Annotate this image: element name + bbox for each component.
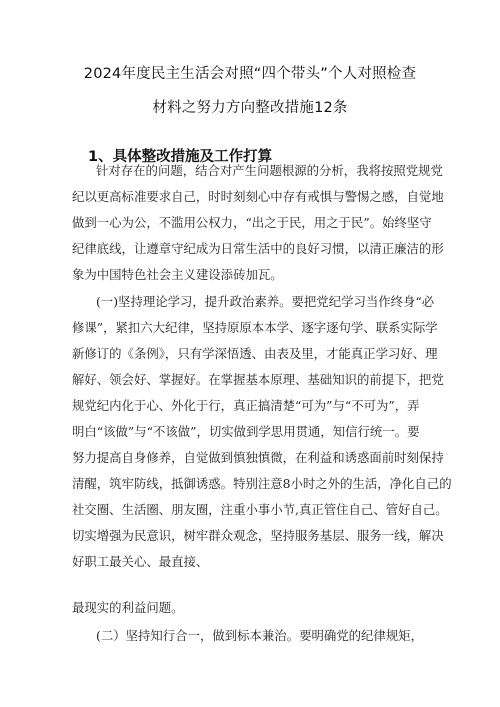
paragraph-2-line-8: 清醒，筑牢防线，抵御诱惑。特别注意8小时之外的生活，净化自己的	[72, 476, 452, 491]
paragraph-4-line-1: (二）坚持知行合一，做到标本兼治。要明确党的纪律规矩，	[96, 628, 423, 643]
paragraph-2-line-5: 规党纪内化于心、外化于行，真正搞清楚“可为”与“不可为”，弄	[72, 398, 420, 413]
section-heading: 1、具体整改措施及工作打算	[88, 149, 273, 165]
paragraph-2-line-4: 解好、领会好、掌握好。在掌握基本原理、基础知识的前提下，把党	[72, 372, 444, 387]
paragraph-2-line-3: 新修订的《条例》，只有学深悟透、由表及里，才能真正学习好、理	[72, 346, 438, 361]
document-title-line-1: 2024年度民主生活会对照“四个带头”个人对照检查	[83, 66, 417, 82]
paragraph-1-line-1: 针对存在的问题，结合对产生问题根源的分析，我将按照党规党	[96, 163, 443, 178]
paragraph-1-line-5: 象为中国特色社会主义建设添砖加瓦。	[72, 267, 283, 282]
paragraph-1-line-3: 做到一心为公，不滥用公权力，“出之于民，用之于民”。始终坚守	[72, 215, 432, 230]
paragraph-1-line-4: 纪律底线，让遵章守纪成为日常生活中的良好习惯，以清正廉洁的形	[72, 241, 444, 256]
paragraph-2-line-11: 好职工最关心、最直接、	[72, 554, 209, 569]
paragraph-2-line-2: 修课”，紧扣六大纪律，坚持原原本本学、逐字逐句学、联系实际学	[72, 320, 438, 335]
document-title-line-2: 材料之努力方向整改措施12条	[152, 100, 348, 116]
paragraph-2-line-1: (一)坚持理论学习，提升政治素养。要把党纪学习当作终身“必	[96, 294, 435, 309]
paragraph-2-line-6: 明白“该做”与“不该做”，切实做到学思用贯通，知信行统一。要	[72, 424, 420, 439]
paragraph-1-line-2: 纪以更高标准要求自己，时时刻刻心中存有戒惧与警惕之感，自觉地	[72, 189, 444, 204]
paragraph-2-line-7: 努力提高自身修养，自觉做到慎独慎微，在利益和诱惑面前时刻保持	[72, 450, 444, 465]
paragraph-2-line-9: 社交圈、生活圈、朋友圈，注重小事小节,真正管住自己、管好自己。	[72, 502, 448, 517]
paragraph-2-line-10: 切实增强为民意识，树牢群众观念，坚持服务基层、服务一线，解决	[72, 528, 444, 543]
paragraph-3-line-1: 最现实的利益问题。	[72, 600, 184, 615]
